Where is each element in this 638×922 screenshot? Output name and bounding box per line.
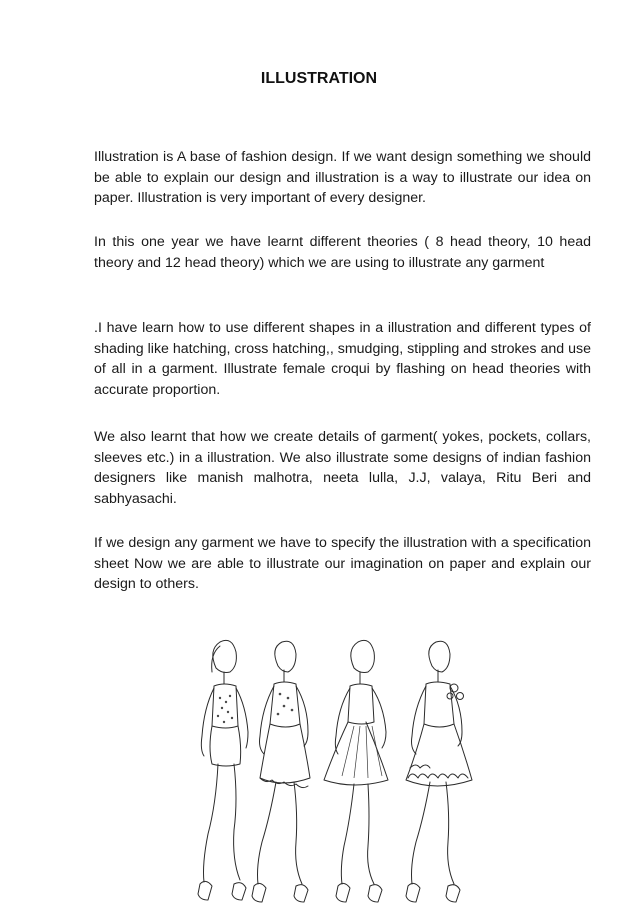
fashion-croqui-sketch-icon [178,638,478,922]
croqui-figure-2 [252,641,310,902]
croqui-figure-4 [406,641,472,902]
paragraph-specification: If we design any garment we have to specify the illustration with a specification sheet Now we are able to illustrate our imagination on paper and explain our design to others. [94,535,591,593]
paragraph-garment-details: We also learnt that how we create details of garment( yokes, pockets, collars, sleeves etc.) in a illustration. We also illustrate some designs of indian fashion designers like manish malhotra, neeta lulla, J.J, valaya, Ritu Beri and sabhyasachi. [94,429,591,507]
fashion-illustration-image [178,638,478,922]
croqui-figure-3 [324,640,388,902]
paragraph-head-theories: In this one year we have learnt different theories ( 8 head theory, 10 head theory and 12 head theory) which we are using to illustrate any garment [94,234,591,271]
croqui-figure-1 [198,640,248,900]
paragraph-intro: Illustration is A base of fashion design. If we want design something we should be able to explain our design and illustration is a way to illustrate our idea on paper. Illustration is very important of every designer. [94,149,591,207]
page-title: ILLUSTRATION [260,70,378,87]
paragraph-shapes-shading: .I have learn how to use different shapes in a illustration and different types of shading like hatching, cross hatching,, smudging, stippling and strokes and use of all in a garment. Illustrate female croqui by flashing on head theories with accurate proportion. [94,320,591,398]
